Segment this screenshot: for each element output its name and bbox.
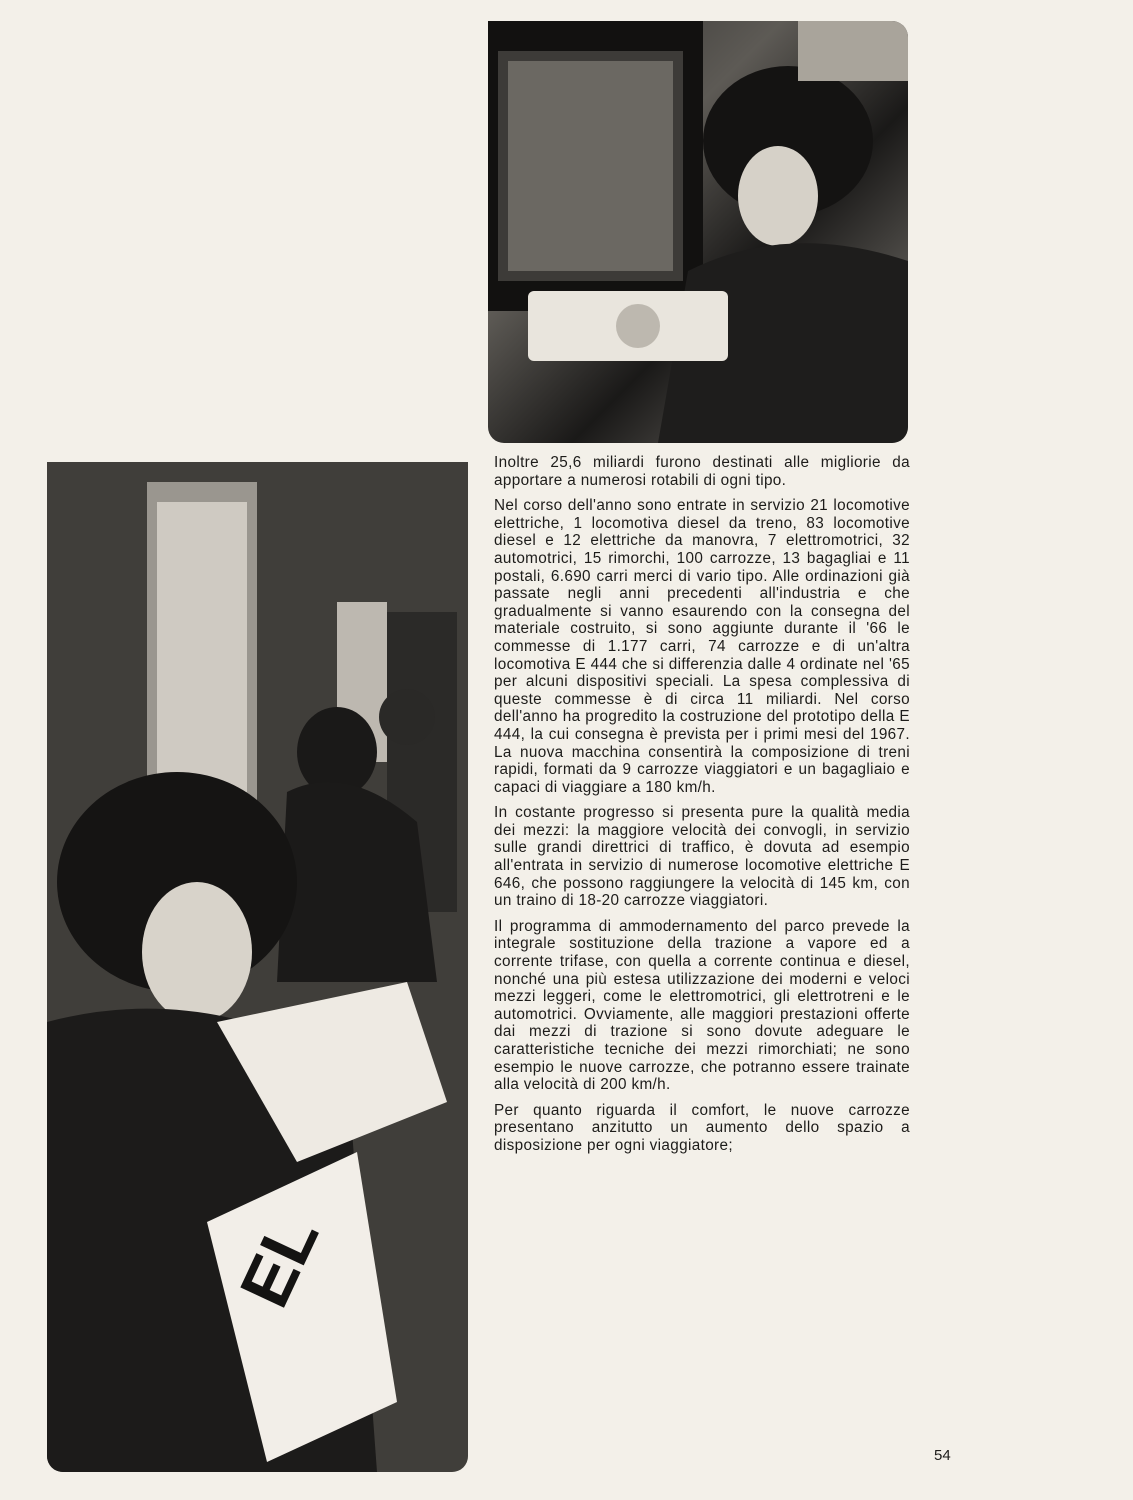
paragraph: Per quanto riguarda il comfort, le nuove carrozze presentano anzitutto un aumento dello spazio a disposizione per ogni viaggiatore; (494, 1101, 910, 1154)
paragraph: In costante progresso si presenta pure la qualità media dei mezzi: la maggiore velocità dei convogli, in servizio sulle grandi direttrici di traffico, è dovuta ad esempio all'entrata in servizio di numerose locomotive elettriche E 646, che possono raggiungere la velocità di 145 km, con un traino di 18-20 carrozze viaggiatori. (494, 804, 910, 910)
paragraph: Inoltre 25,6 miliardi furono destinati alle migliorie da apportare a numerosi rotabili di ogni tipo. (494, 454, 910, 489)
page-number: 54 (934, 1447, 951, 1464)
paragraph: Nel corso dell'anno sono entrate in servizio 21 locomotive elettriche, 1 locomotiva diesel da treno, 83 locomotive diesel e 12 elettriche da manovra, 7 elettromotrici, 32 automotrici, 15 rimorchi, 100 carrozze, 13 bagagliai e 11 postali, 6.690 carri merci di vario tipo. Alle ordinazioni già passate negli anni precedenti all'industria e che gradualmente si vanno esaurendo con la consegna del materiale costruito, si sono aggiunte durante il '66 le commesse di 1.177 carri, 74 carrozze e di un'altra locomotiva E 444 che si differenzia dalle 4 ordinate nel '65 per alcuni dispositivi speciali. La spesa complessiva di queste commesse è di circa 11 miliardi. Nel corso dell'anno ha progredito la costruzione del prototipo della E 444, la cui consegna è prevista per i primi mesi del 1967. La nuova macchina consentirà la composizione di treni rapidi, formati da 9 carrozze viaggiatori e un bagagliaio e capaci di viaggiare a 180 km/h. (494, 497, 910, 796)
left-photo (47, 462, 468, 1472)
svg-text:EL: EL (224, 1204, 334, 1319)
article-text (494, 454, 910, 1163)
photo-woman-reading-newspaper-icon (47, 462, 468, 1472)
top-photo (488, 21, 908, 443)
paragraph: Il programma di ammodernamento del parco prevede la integrale sostituzione della trazione a vapore ed a corrente trifase, con quella a corrente continua e diesel, nonché una più estesa utilizzazione dei moderni e veloci mezzi leggeri, come le elettromotrici, gli elettrotreni e le automotrici. Ovviamente, alle maggiori prestazioni offerte dai mezzi di trazione si sono dovute adeguare le caratteristiche tecniche dei mezzi rimorchiati; ne sono esempio le nuove carrozze, che potranno essere trainate alla velocità di 200 km/h. (494, 917, 910, 1094)
photo-woman-dining-train-icon (488, 21, 908, 443)
